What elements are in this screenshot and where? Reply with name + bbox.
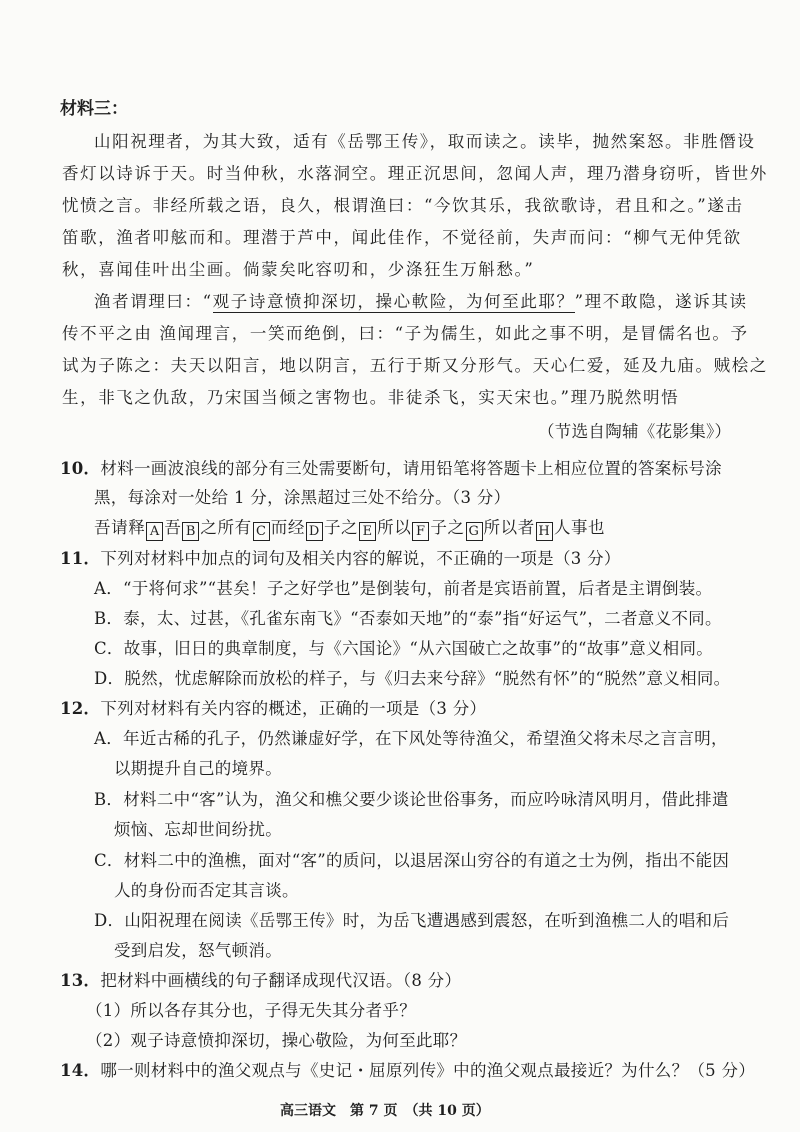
answer-box-b: B [182, 522, 199, 541]
p2-rest: ”理不敢隐，遂诉其读 [574, 292, 748, 311]
q12-option-c-line-1: C．材料二中的渔樵，面对“客”的质问，以退居深山穷谷的有道之士为例，指出不能因 [94, 851, 730, 870]
sentence-fragment: 之所有 [200, 518, 252, 537]
q14-number: 14． [60, 1061, 101, 1080]
q12-option-d-line-1: D．山阳祝理在阅读《岳鄂王传》时，为岳飞遭遇感到震怒，在听到渔樵二人的唱和后 [94, 911, 730, 930]
material3-p1-line: 忧愤之言。非经所载之语，良久，根谓渔曰：“今饮其乐，我欲歌诗，君且和之。”遂击 [62, 196, 744, 215]
p2-underlined-sentence: 观子诗意愤抑深切，操心軟险，为何至此耶？ [212, 292, 575, 311]
material3-p2-line: 试为子陈之：夫天以阳言，地以阴言，五行于斯又分形气。天心仁爱，延及九庙。贼桧之 [62, 356, 768, 375]
answer-box-e: E [359, 522, 376, 541]
q10-stem-1: 材料一画波浪线的部分有三处需要断句，请用铅笔将答题卡上相应位置的答案标号涂 [100, 459, 722, 478]
sentence-fragment: 子之 [323, 518, 359, 537]
q11-stem-line [60, 548, 621, 570]
q13-item-2: （2）观子诗意愤抑深切，操心敬险，为何至此耶？ [86, 1031, 467, 1050]
q10-stem-2: 黑，每涂对一处给 1 分，涂黑超过三处不给分。 [94, 488, 452, 507]
sentence-fragment: 子之 [430, 518, 465, 537]
q12-option-a-line-2: 以期提升自己的境界。 [114, 759, 282, 778]
q12-option-c-line-2: 人的身份而否定其言谈。 [114, 881, 299, 900]
material3-source: （节选自陶辅《花影集》） [538, 422, 732, 441]
material3-p1-line: 山阳祝理者，为其大致，适有《岳鄂王传》，取而读之。读毕，抛然案怒。非胜僭设 [94, 132, 756, 151]
material3-title: 材料三： [60, 99, 128, 119]
q12-stem-line [60, 698, 486, 720]
q14-stem-line [60, 1060, 755, 1082]
q11-option-c: C．故事，旧日的典章制度，与《六国论》“从六国破亡之故事”的“故事”意义相同。 [94, 639, 714, 658]
q10-sentence [94, 517, 605, 541]
q11-option-d: D．脱然，忧虑解除而放松的样子，与《归去来兮辞》“脱然有怀”的“脱然”意义相同。 [94, 669, 731, 688]
q13-stem-line [60, 970, 461, 992]
page-footer: 高三语文 第 7 页 （共 10 页） [280, 1103, 490, 1119]
q11-stem: 下列对材料中加点的词句及相关内容的解说，不正确的一项是（3 分） [100, 549, 621, 568]
q12-option-b-line-1: B．材料二中“客”认为，渔父和樵父要少谈论世俗事务，而应吟咏清风明月，借此排遣 [94, 790, 729, 809]
q13-stem: 把材料中画横线的句子翻译成现代汉语。（8 分） [100, 971, 462, 990]
sentence-fragment: 人事也 [553, 518, 606, 537]
q14-stem: 哪一则材料中的渔父观点与《史记・屈原列传》中的渔父观点最接近？为什么？（5 分） [100, 1061, 756, 1080]
q10-score: （3 分） [451, 488, 511, 507]
material3-p1-line: 香灯以诗诉于天。时当仲秋，水落洞空。理正沉思间，忽闻人声，理乃潜身窃听，皆世外 [62, 164, 768, 183]
q13-item-1: （1）所以各存其分也，子得无失其分者乎？ [86, 1001, 416, 1020]
q11-option-b: B．泰，太、过甚，《孔雀东南飞》“否泰如天地”的“泰”指“好运气”，二者意义不同。 [94, 609, 722, 628]
sentence-fragment: 吾请释 [94, 518, 146, 537]
answer-box-g: G [466, 522, 483, 541]
q12-option-d-line-2: 受到启发，怒气顿消。 [114, 941, 282, 960]
answer-box-f: F [412, 522, 429, 541]
sentence-fragment: 所以者 [483, 518, 535, 537]
q12-option-a-line-1: A．年近古稀的孔子，仍然谦虚好学，在下风处等待渔父，希望渔父将未尽之言言明， [94, 729, 728, 748]
q11-number: 11． [60, 549, 101, 568]
sentence-fragment: 吾 [164, 518, 182, 537]
material3-p1-line: 笛歌，渔者叩舷而和。理潜于芦中，闻此佳作，不觉径前，失声而问：“柳气无仲凭欲 [62, 228, 742, 247]
sentence-fragment: 而经 [270, 518, 305, 537]
answer-box-a: A [146, 522, 163, 541]
material3-p2-first-line [94, 291, 748, 313]
q12-number: 12． [60, 699, 101, 718]
answer-box-h: H [536, 522, 553, 541]
q12-stem: 下列对材料有关内容的概述，正确的一项是（3 分） [100, 699, 487, 718]
q13-number: 13． [60, 971, 101, 990]
p2-prefix: 渔者谓理曰：“ [94, 292, 213, 311]
answer-box-d: D [306, 522, 323, 541]
answer-box-c: C [253, 522, 270, 541]
material3-p2-line: 生，非飞之仇敌，乃宋国当倾之害物也。非徒杀飞，实天宋也。”理乃脱然明悟 [62, 388, 680, 407]
q10-line-1 [60, 458, 722, 480]
q10-number: 10． [60, 459, 101, 478]
q11-option-a: A．“于将何求”“甚矣！子之好学也”是倒装句，前者是宾语前置，后者是主谓倒装。 [94, 579, 713, 598]
q12-option-b-line-2: 烦恼、忘却世间纷扰。 [114, 820, 282, 839]
sentence-fragment: 所以 [377, 518, 412, 537]
material3-p2-line: 传不平之由 渔闻理言，一笑而绝倒，曰：“子为儒生，如此之事不明，是冒儒名也。予 [62, 324, 749, 343]
material3-p1-line: 秋，喜闻佳叶出尘画。倘蒙矣叱容叨和，少涤狂生万斛愁。” [62, 260, 535, 279]
q10-line-2 [94, 487, 510, 509]
